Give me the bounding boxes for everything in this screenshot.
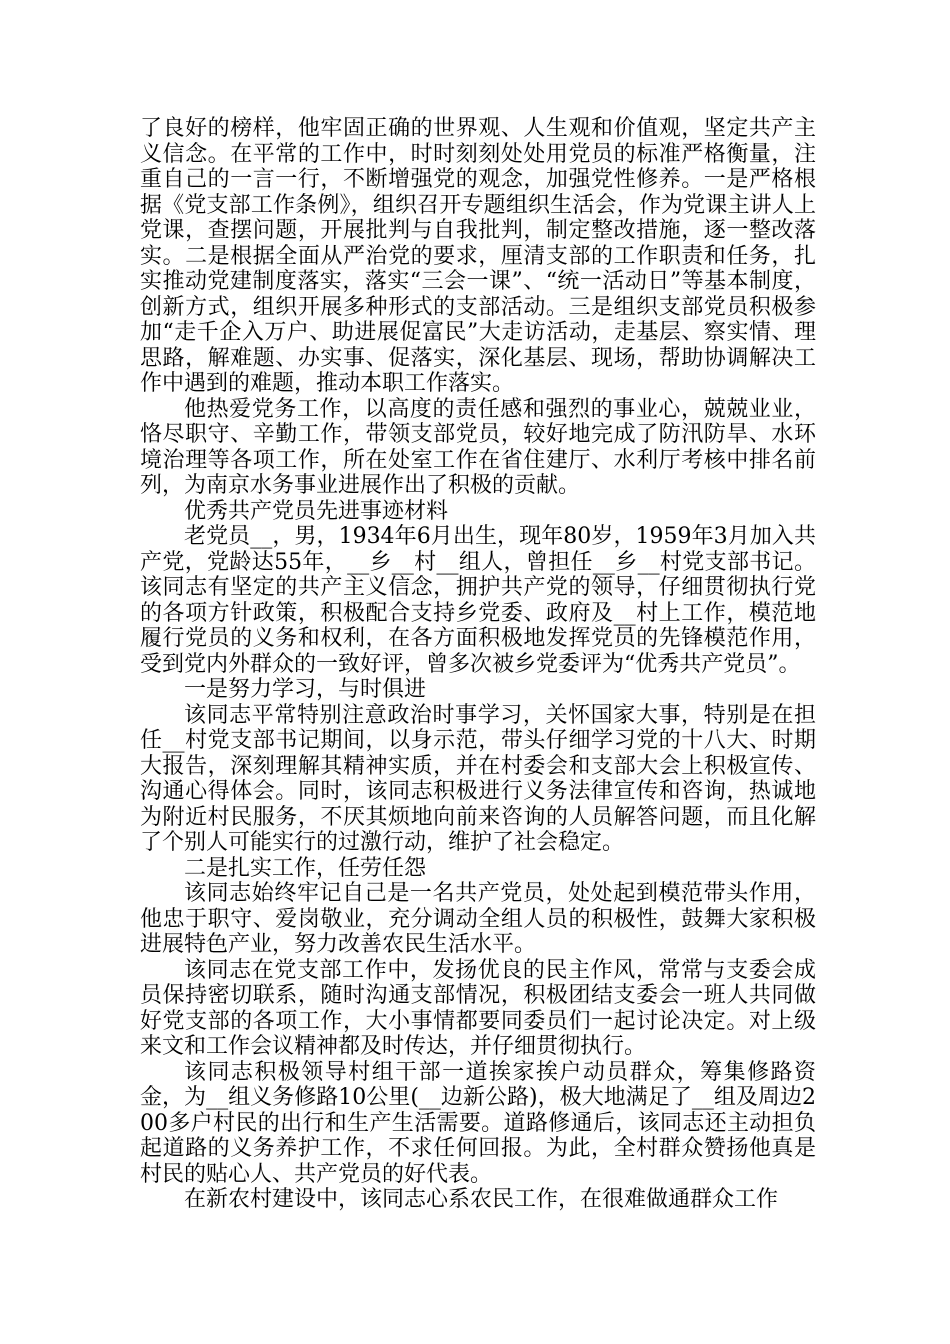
section-title: 优秀共产党员先进事迹材料 xyxy=(184,498,449,524)
subheading-2: 二是扎实工作，任劳任怨 xyxy=(184,855,427,881)
subheading-1: 一是努力学习，与时俱进 xyxy=(184,677,427,702)
paragraph-4: 该同志平常特别注意政治时事学习，关怀国家大事，特别是在担任__村党支部书记期间，以身示范，带头仔细学习党的十八大、时期大报告，深刻理解其精神实质，并在村委会和支部大会上积极宣传、沟通心得体会。同时，该同志积极进行义务法律宣传和咨询，热诚地为附近村民服务，不厌其烦地向前来咨询的人员解答问题，而且化解了个别人可能实行的过激行动，维护了社会稳定。 xyxy=(140,702,816,855)
paragraph-1: 了良好的榜样，他牢固正确的世界观、人生观和价值观，坚定共产主义信念。在平常的工作中，时时刻刻处处用党员的标准严格衡量，注重自己的一言一行，不断增强党的观念，加强党性修养。一是严格根据《党支部工作条例》，组织召开专题组织生活会，作为党课主讲人上党课，查摆问题，开展批判与自我批判，制定整改措施，逐一整改落实。二是根据全面从严治党的要求，厘清支部的工作职责和任务，扎实推动党建制度落实，落实“三会一课”、“统一活动日”等基本制度，创新方式，组织开展多种形式的支部活动。三是组织支部党员积极参加“走千企入万户、助进展促富民”大走访活动，走基层、察实情、理思路，解难题、办实事、促落实，深化基层、现场，帮助协调解决工作中遇到的难题，推动本职工作落实。 xyxy=(140,116,816,396)
paragraph-7: 该同志积极领导村组干部一道挨家挨户动员群众，筹集修路资金，为__组义务修路10公里(__边新公路)，极大地满足了__组及周边200多户村民的出行和生产生活需要。道路修通后，该同志还主动担负起道路的义务养护工作，不求任何回报。为此，全村群众赞扬他真是村民的贴心人、共产党员的好代表。 xyxy=(140,1059,816,1187)
paragraph-8: 在新农村建设中，该同志心系农民工作，在很难做通群众工作 xyxy=(184,1187,779,1212)
paragraph-3: 老党员__，男，1934年6月出生，现年80岁，1959年3月加入共产党，党龄达55年，__乡__村__组人，曾担任__乡__村党支部书记。该同志有坚定的共产主义信念，拥护共产党的领导，仔细贯彻执行党的各项方针政策，积极配合支持乡党委、政府及__村上工作，模范地履行党员的义务和权利，在各方面积极地发挥党员的先锋模范作用，受到党内外群众的一致好评，曾多次被乡党委评为“优秀共产党员”。 xyxy=(140,524,816,677)
paragraph-5: 该同志始终牢记自己是一名共产党员，处处起到模范带头作用，他忠于职守、爱岗敬业，充分调动全组人员的积极性，鼓舞大家积极进展特色产业，努力改善农民生活水平。 xyxy=(140,881,816,957)
document-page xyxy=(140,116,816,1213)
paragraph-6: 该同志在党支部工作中，发扬优良的民主作风，常常与支委会成员保持密切联系，随时沟通支部情况，积极团结支委会一班人共同做好党支部的各项工作，大小事情都要同委员们一起讨论决定。对上级来文和工作会议精神都及时传达，并仔细贯彻执行。 xyxy=(140,957,816,1059)
paragraph-2: 他热爱党务工作，以高度的责任感和强烈的事业心，兢兢业业，恪尽职守、辛勤工作，带领支部党员，较好地完成了防汛防旱、水环境治理等各项工作，所在处室工作在省住建厅、水利厅考核中排名前列，为南京水务事业进展作出了积极的贡献。 xyxy=(140,396,816,498)
